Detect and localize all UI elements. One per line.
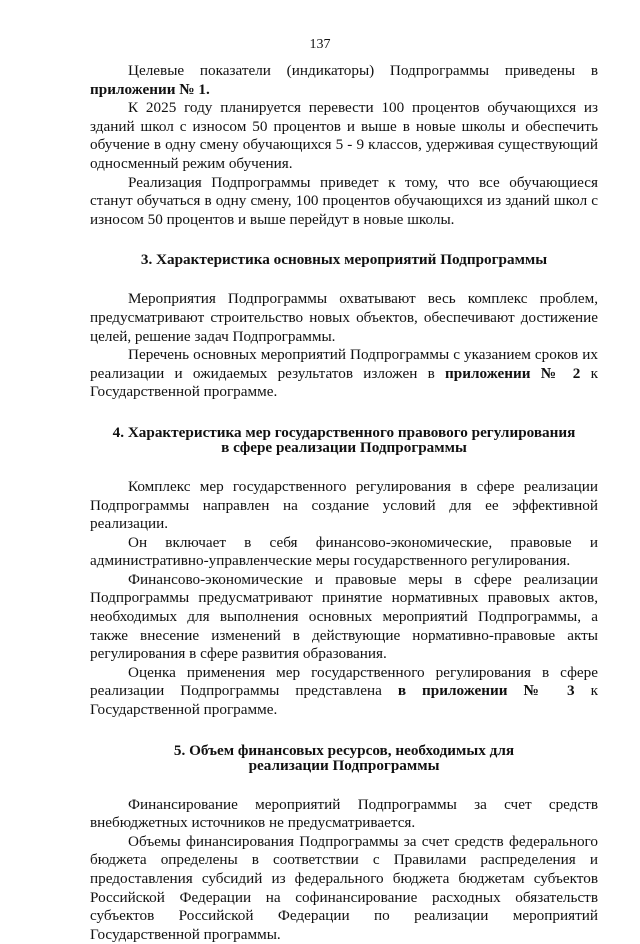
section-4-heading (90, 425, 598, 455)
section-5-paragraph-2: Объемы финансирования Подпрограммы за счет средств федерального бюджета определены в соответствии с Правилами распределения и предоставления субсидий из федерального бюджета бюджетам субъектов Российской Федерации на софинансирование расходных обязательств субъектов Российской Федерации по реализации мероприятий Государственной программы. (90, 832, 598, 943)
intro-paragraph-2: К 2025 году планируется перевести 100 процентов обучающихся из зданий школ с износом 50 процентов и выше в новые школы и обеспечить обучение в одну смену обучающихся 5 - 9 классов, удерживая существующий односменный режим обучения. (90, 99, 598, 172)
section-4-heading-line-2: в сфере реализации Подпрограммы (221, 438, 467, 456)
section-5-heading-line-2: реализации Подпрограммы (248, 756, 440, 774)
intro-paragraph-1 (90, 62, 598, 99)
section-5-paragraph-1: Финансирование мероприятий Подпрограммы за счет средств внебюджетных источников не предусматривается. (90, 795, 598, 832)
section-4-paragraph-1: Комплекс мер государственного регулирования в сфере реализации Подпрограммы направлен на создание условий для ее эффективной реализации. (90, 477, 598, 533)
section-4-paragraph-3: Финансово-экономические и правовые меры в сфере реализации Подпрограммы предусматривают принятие нормативных правовых актов, необходимых для выполнения основных мероприятий Подпрограммы, а также внесение изменений в действующие нормативно-правовые акты регулирования в сфере развития образования. (90, 570, 598, 663)
appendix-3-reference: в приложении № 3 (397, 682, 575, 700)
section-3-paragraph-2-tail: к Государственной программе. (90, 364, 598, 401)
section-4-heading-line-1: 4. Характеристика мер государственного правового регулирования (112, 423, 576, 441)
appendix-2-reference: приложении № 2 (445, 364, 581, 382)
section-4-paragraph-4-text: Оценка применения мер государственного регулирования в сфере реализации Подпрограммы представлена (90, 663, 598, 700)
section-4-paragraph-4-tail: к Государственной программе. (90, 682, 598, 719)
section-3-heading: 3. Характеристика основных мероприятий Подпрограммы (140, 251, 548, 269)
page-content (90, 62, 598, 944)
page-number: 137 (309, 37, 331, 52)
section-3-paragraph-2-text: Перечень основных мероприятий Подпрограммы с указанием сроков их реализации и ожидаемых результатов изложен в (90, 346, 598, 382)
section-5-heading-line-1: 5. Объем финансовых ресурсов, необходимых для (173, 741, 515, 759)
section-4-paragraph-4 (90, 664, 598, 720)
intro-paragraph-1-text: Целевые показатели (индикаторы) Подпрограммы приведены в (128, 62, 598, 79)
section-3-paragraph-2 (90, 346, 598, 402)
section-4-paragraph-2: Он включает в себя финансово-экономические, правовые и административно-управленческие меры государственного регулирования. (90, 533, 598, 570)
section-3-paragraph-1: Мероприятия Подпрограммы охватывают весь комплекс проблем, предусматривают строительство новых объектов, обеспечивают достижение целей, решение задач Подпрограммы. (90, 290, 598, 345)
section-5-heading (90, 743, 598, 773)
intro-paragraph-3: Реализация Подпрограммы приведет к тому, что все обучающиеся станут обучаться в одну смену, 100 процентов обучающихся из зданий школ с износом 50 процентов и выше перейдут в новые школы. (90, 173, 598, 228)
appendix-1-reference: приложении № 1. (90, 80, 210, 98)
